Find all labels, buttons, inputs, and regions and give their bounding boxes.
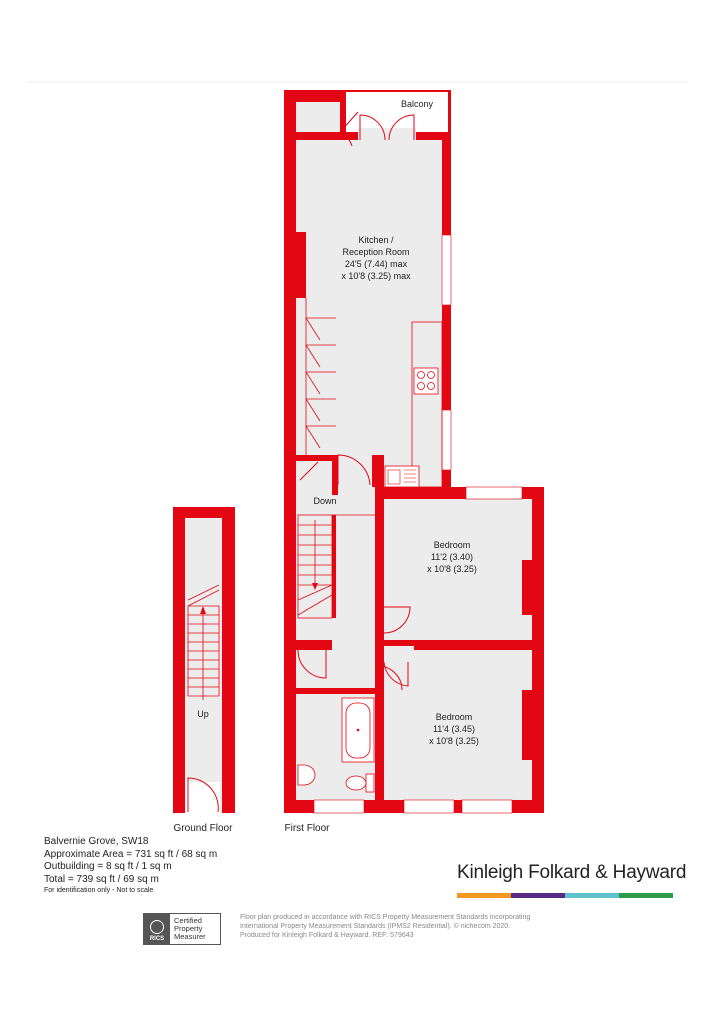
down-label: Down: [313, 496, 337, 506]
stair-balustrade: [332, 515, 336, 618]
balcony-label: Balcony: [400, 99, 434, 109]
toilet-cistern-icon: [366, 774, 374, 792]
bedroom1-dimension-2: x 10'8 (3.25): [427, 564, 477, 574]
hob-icon: [414, 368, 438, 394]
approximate-area: Approximate Area = 731 sq ft / 68 sq m: [44, 848, 218, 860]
address: Balvernie Grove, SW18: [44, 836, 149, 847]
rics-badge: [143, 913, 221, 945]
kitchen-dimension-1: 24'5 (7.44) max: [344, 259, 408, 269]
legal-line-2: International Property Measurement Standards (IPMS2 Residential). © nichecom 2020.: [240, 923, 511, 930]
up-label: Up: [197, 709, 209, 719]
bedroom1-label: Bedroom: [433, 540, 471, 550]
bedroom1-window: [466, 487, 522, 499]
legal-notice: [240, 913, 530, 940]
kitchen-label-1: Kitchen /: [358, 235, 394, 245]
bedroom2-dimension-2: x 10'8 (3.25): [429, 736, 479, 746]
ground-floor-interior: [185, 518, 222, 813]
legal-line-1: Floor plan produced in accordance with RICS Property Measurement Standards incorporating: [240, 914, 531, 921]
kitchen-reception-room: [296, 140, 442, 487]
bedroom1-dimension-1: 11'2 (3.40): [430, 552, 474, 562]
rics-line-1: Certified: [174, 916, 202, 925]
landing-bedroom1-wall: [375, 487, 384, 607]
total-area: Total = 739 sq ft / 69 sq m: [44, 873, 159, 885]
bathroom-window: [314, 800, 364, 813]
kitchen-window: [442, 235, 451, 305]
hallway: [296, 648, 375, 688]
kitchen-label-2: Reception Room: [342, 247, 410, 257]
chimney-breast: [296, 232, 306, 298]
rics-line-3: Measurer: [174, 932, 206, 941]
legal-line-3: Produced for Kinleigh Folkard & Hayward. REF: 579643: [240, 932, 414, 939]
brand-bar-purple: [511, 893, 565, 898]
bedroom2-dimension-1: 11'4 (3.45): [432, 724, 476, 734]
brand-bar-orange: [457, 893, 511, 898]
bedroom2-window-1: [404, 800, 454, 813]
stair-partition: [296, 455, 332, 461]
brand-bar-green: [619, 893, 673, 898]
ground-floor-label: Ground Floor: [173, 823, 233, 834]
first-floor-label: First Floor: [284, 823, 330, 834]
bedroom1-chimney: [522, 560, 532, 615]
toilet-icon: [346, 776, 366, 790]
rics-logo-icon: RICS: [144, 914, 170, 944]
bathroom-wall: [330, 688, 375, 694]
brand-bar-teal: [565, 893, 619, 898]
landing-partition: [332, 455, 338, 495]
store-cupboard: [296, 102, 340, 132]
bedroom2-chimney: [522, 690, 532, 760]
balcony-area: [346, 92, 448, 132]
kitchen-window-2: [442, 410, 451, 470]
rics-line-2: Property: [174, 924, 203, 933]
property-info: [44, 836, 217, 896]
brand-logo: Kinleigh Folkard & Hayward: [457, 862, 687, 883]
bedroom2-window-2: [462, 800, 512, 813]
first-floor-plan: [284, 90, 544, 834]
kitchen-dimension-2: x 10'8 (3.25) max: [341, 271, 411, 281]
outbuilding-area: Outbuilding = 8 sq ft / 1 sq m: [44, 861, 172, 872]
bedroom2-label: Bedroom: [435, 712, 473, 722]
disclaimer: For identification only - Not to scale: [44, 887, 154, 894]
ground-floor-plan: [173, 507, 235, 834]
